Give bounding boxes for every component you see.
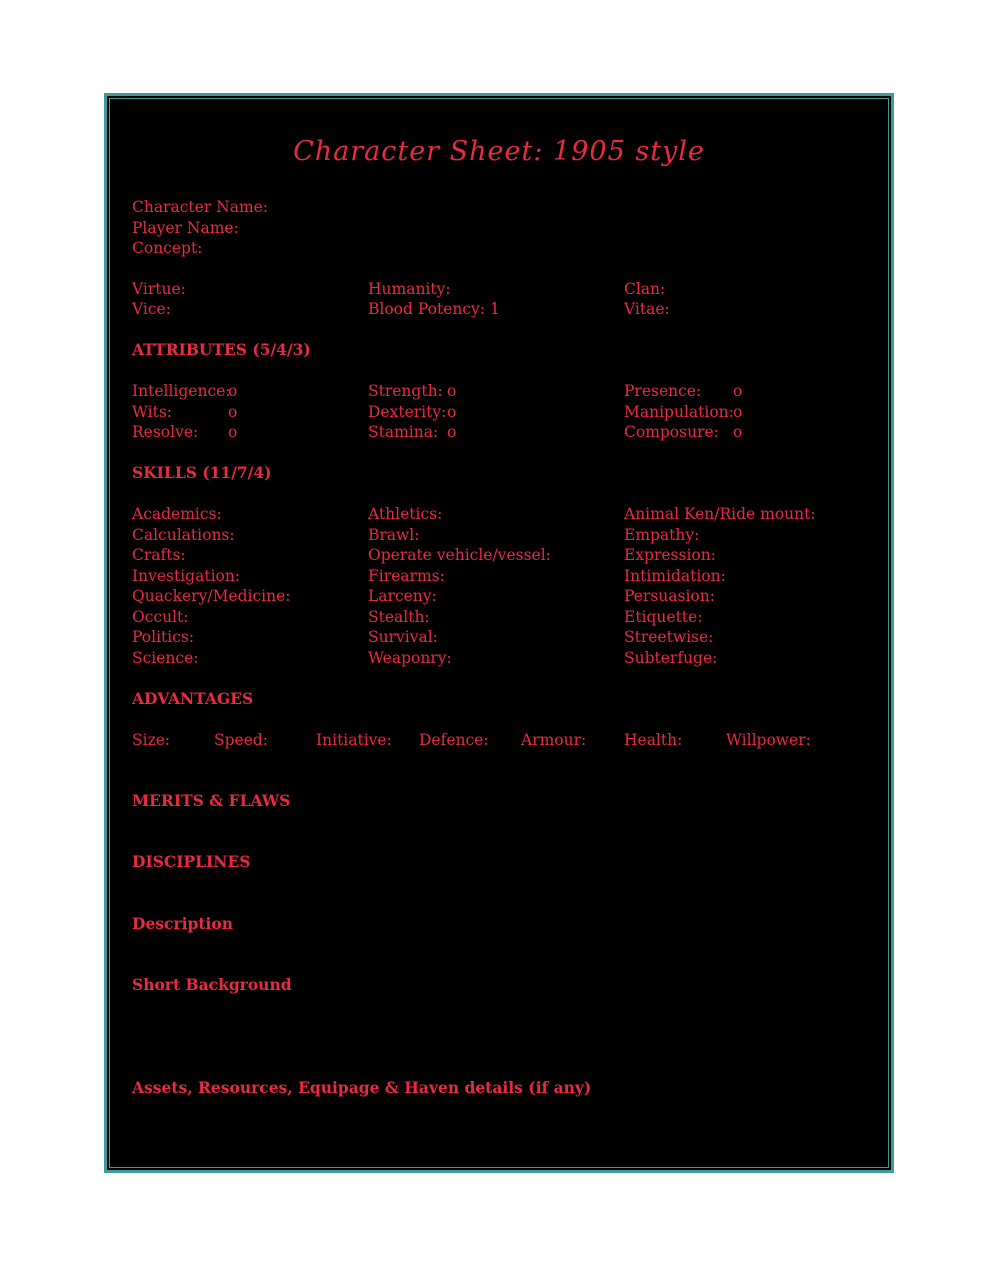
vice-label: Vice: [132, 300, 171, 318]
skills-heading: SKILLS (11/7/4) [132, 463, 272, 482]
attribute-dot: o [733, 423, 743, 441]
advantage-initiative: Initiative: [316, 731, 392, 749]
attribute-label: Manipulation: [624, 403, 734, 421]
advantage-size: Size: [132, 731, 171, 749]
clan-label: Clan: [624, 280, 666, 298]
player-name-label: Player Name: [132, 219, 239, 237]
skill-label: Brawl: [368, 526, 420, 544]
skill-label: Crafts: [132, 546, 186, 564]
skill-label: Etiquette: [624, 608, 703, 626]
skill-label: Survival: [368, 628, 438, 646]
description-heading: Description [132, 914, 234, 933]
skill-label: Politics: [132, 628, 195, 646]
attribute-label: Wits: [132, 403, 173, 421]
attribute-dot: o [733, 403, 743, 421]
attribute-label: Dexterity: [368, 403, 447, 421]
advantages-heading: ADVANTAGES [132, 689, 254, 708]
disciplines-heading: DISCIPLINES [132, 852, 251, 871]
attribute-dot: o [447, 403, 457, 421]
skill-label: Science: [132, 649, 199, 667]
skill-label: Expression: [624, 546, 716, 564]
attribute-dot: o [733, 382, 743, 400]
skill-label: Quackery/Medicine: [132, 587, 291, 605]
skill-label: Investigation: [132, 567, 241, 585]
skill-label: Athletics: [368, 505, 443, 523]
skill-label: Firearms: [368, 567, 445, 585]
skill-label: Larceny: [368, 587, 437, 605]
skill-label: Subterfuge: [624, 649, 718, 667]
attribute-dot: o [228, 382, 238, 400]
skill-label: Operate vehicle/vessel: [368, 546, 551, 564]
attribute-label: Presence: [624, 382, 702, 400]
attribute-dot: o [228, 403, 238, 421]
short-background-heading: Short Background [132, 975, 292, 994]
skill-label: Occult: [132, 608, 189, 626]
humanity-label: Humanity: [368, 280, 451, 298]
attribute-label: Composure: [624, 423, 719, 441]
attributes-heading: ATTRIBUTES (5/4/3) [132, 340, 311, 359]
attribute-dot: o [447, 382, 457, 400]
skill-label: Calculations: [132, 526, 235, 544]
advantage-health: Health: [624, 731, 683, 749]
character-name-label: Character Name: [132, 198, 269, 216]
attribute-label: Strength: [368, 382, 443, 400]
blood-potency-label: Blood Potency: 1 [368, 300, 500, 318]
virtue-label: Virtue: [132, 280, 186, 298]
attribute-dot: o [447, 423, 457, 441]
page-title: Character Sheet: 1905 style [293, 136, 705, 167]
vitae-label: Vitae: [624, 300, 670, 318]
attribute-label: Stamina: [368, 423, 439, 441]
attribute-label: Resolve: [132, 423, 199, 441]
skill-label: Intimidation: [624, 567, 726, 585]
skill-label: Weaponry: [368, 649, 452, 667]
skill-label: Stealth: [368, 608, 430, 626]
advantage-defence: Defence: [419, 731, 489, 749]
attribute-label: Intelligence: [132, 382, 231, 400]
advantage-armour: Armour: [521, 731, 587, 749]
merits-flaws-heading: MERITS & FLAWS [132, 791, 291, 810]
concept-label: Concept: [132, 239, 203, 257]
assets-heading: Assets, Resources, Equipage & Haven details (if any) [132, 1078, 592, 1097]
skill-label: Animal Ken/Ride mount: [624, 505, 816, 523]
attribute-dot: o [228, 423, 238, 441]
advantage-willpower: Willpower: [726, 731, 811, 749]
skill-label: Streetwise: [624, 628, 714, 646]
skill-label: Persuasion: [624, 587, 715, 605]
character-sheet [104, 93, 894, 1173]
skill-label: Empathy: [624, 526, 700, 544]
skill-label: Academics: [132, 505, 222, 523]
advantage-speed: Speed: [214, 731, 269, 749]
